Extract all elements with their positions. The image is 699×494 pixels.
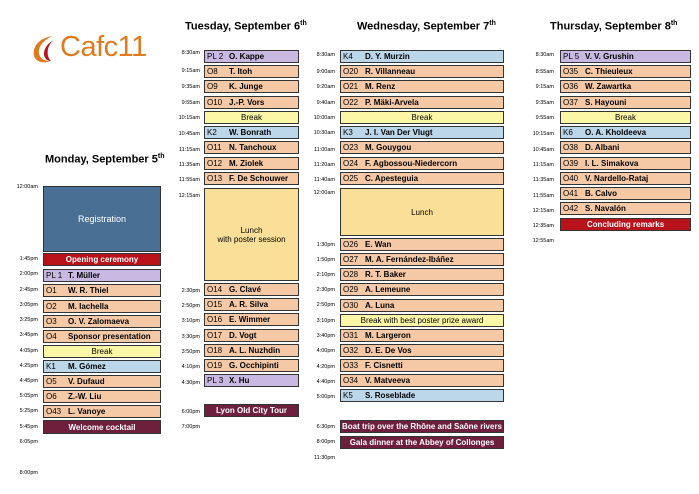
session-code: O24 [343, 159, 359, 168]
monday-session-row [43, 330, 161, 343]
tuesday-session-row [204, 80, 299, 93]
tuesday-session-row [204, 50, 299, 63]
monday-time-label: 3:45pm [19, 332, 38, 338]
session-speaker: P. Mäki-Arvela [365, 98, 419, 107]
tuesday-session-row [204, 298, 299, 311]
wednesday-session-row [340, 299, 504, 312]
session-speaker: M. Renz [365, 82, 396, 91]
session-speaker: R. T. Baker [365, 270, 406, 279]
monday-session-row [43, 405, 161, 418]
session-code: O17 [207, 331, 223, 340]
session-code: O25 [343, 174, 359, 183]
session-code: O4 [46, 332, 57, 341]
tuesday-time-label: 11:15am [179, 147, 200, 153]
tuesday-time-label: 10:15am [178, 115, 200, 121]
monday-session-row [43, 375, 161, 388]
wednesday-session-row [340, 253, 504, 266]
tuesday-time-label: 3:10pm [181, 318, 200, 324]
thursday-time-label: 11:55am [533, 193, 554, 199]
tuesday-time-label: 9:15am [181, 68, 200, 74]
thursday-session-row [560, 157, 691, 170]
thursday-session-row [560, 126, 691, 139]
session-speaker: V. Dufaud [68, 377, 105, 386]
session-speaker: R. Villanneau [365, 67, 416, 76]
session-speaker: F. De Schouwer [229, 174, 289, 183]
tuesday-time-label: 7:00pm [181, 424, 200, 430]
cafc11-logo [30, 30, 160, 70]
session-speaker: S. Hayouni [585, 98, 627, 107]
session-speaker: D. Vogt [229, 331, 257, 340]
opening-ceremony-block: Opening ceremony [43, 253, 161, 266]
tuesday-time-label: 2:30pm [181, 288, 200, 294]
session-code: K5 [343, 391, 353, 400]
session-code: O42 [563, 204, 579, 213]
logo-text: Cafc11 [60, 31, 147, 63]
tuesday-break-block: Break [204, 111, 299, 124]
session-speaker: M. Largeron [365, 331, 411, 340]
session-code: O18 [207, 346, 223, 355]
wednesday-break-block: Break [340, 111, 504, 124]
monday-time-label: 2:00pm [19, 271, 38, 277]
session-code: O40 [563, 174, 579, 183]
wednesday-time-label: 11:40am [314, 177, 335, 183]
session-speaker: Z.-W. Liu [68, 392, 102, 401]
lyon-tour-block: Lyon Old City Tour [204, 404, 299, 417]
tuesday-session-row [204, 141, 299, 154]
wednesday-time-label: 2:50pm [316, 302, 335, 308]
wednesday-session-row [340, 374, 504, 387]
session-speaker: S. Navalón [585, 204, 626, 213]
session-code: O9 [207, 82, 218, 91]
monday-session-row [43, 390, 161, 403]
session-code: O30 [343, 301, 359, 310]
thursday-time-label: 9:35am [535, 100, 554, 106]
tuesday-session-row [204, 329, 299, 342]
poster-prize-break-block: Break with best poster prize award [340, 314, 504, 327]
tuesday-lunch-block: Lunch with poster session [204, 188, 299, 281]
wednesday-lunch-block: Lunch [340, 188, 504, 236]
session-speaker: V. V. Grushin [585, 52, 634, 61]
monday-time-label: 2:45pm [19, 287, 38, 293]
wednesday-time-label: 9:20am [316, 84, 335, 90]
monday-time-label: 3:05pm [19, 302, 38, 308]
session-speaker: N. Tanchoux [229, 143, 277, 152]
thursday-time-label: 11:35am [533, 177, 554, 183]
wednesday-time-label: 6:30pm [316, 424, 335, 430]
wednesday-session-row [340, 96, 504, 109]
session-speaker: I. L. Simakova [585, 159, 639, 168]
session-code: O8 [207, 67, 218, 76]
thursday-time-label: 8:55am [535, 69, 554, 75]
wednesday-session-row [340, 268, 504, 281]
wednesday-time-label: 2:30pm [316, 287, 335, 293]
thursday-session-row [560, 187, 691, 200]
session-code: O38 [563, 143, 579, 152]
concluding-remarks-block: Concluding remarks [560, 218, 691, 231]
session-code: O16 [207, 315, 223, 324]
wednesday-session-row [340, 172, 504, 185]
wednesday-time-label: 2:10pm [316, 272, 335, 278]
monday-session-row [43, 284, 161, 297]
session-code: O3 [46, 317, 57, 326]
tuesday-session-row [204, 313, 299, 326]
session-code: PL 3 [207, 376, 224, 385]
session-code: K3 [343, 128, 353, 137]
wednesday-session-row [340, 283, 504, 296]
wednesday-time-label: 1:50pm [316, 257, 335, 263]
session-speaker: M. Iachella [68, 302, 109, 311]
tuesday-time-label: 6:00pm [181, 409, 200, 415]
session-speaker: L. Vanoye [68, 407, 106, 416]
session-code: O23 [343, 143, 359, 152]
monday-break-block: Break [43, 345, 161, 358]
monday-session-row [43, 269, 161, 282]
session-code: K4 [343, 52, 353, 61]
wednesday-session-row [340, 238, 504, 251]
wednesday-time-label: 9:00am [316, 69, 335, 75]
session-speaker: G. Clavé [229, 285, 262, 294]
logo-swoosh-icon [30, 34, 60, 64]
session-code: O11 [207, 143, 222, 152]
tuesday-time-label: 8:30am [181, 50, 200, 56]
session-code: O37 [563, 98, 579, 107]
session-code: O1 [46, 286, 57, 295]
monday-session-row [43, 300, 161, 313]
session-code: O5 [46, 377, 57, 386]
thursday-session-row [560, 80, 691, 93]
session-speaker: S. Roseblade [365, 391, 416, 400]
monday-time-label: 8:00pm [19, 470, 38, 476]
session-speaker: M. A. Fernández-Ibáñez [365, 255, 454, 264]
day-title-monday: Monday, September 5th [45, 153, 165, 166]
wednesday-session-row [340, 389, 504, 402]
session-code: O2 [46, 302, 57, 311]
session-speaker: M. Gouygou [365, 143, 412, 152]
session-speaker: B. Calvo [585, 189, 618, 198]
session-code: O43 [46, 407, 62, 416]
session-code: O27 [343, 255, 359, 264]
session-code: O36 [563, 82, 579, 91]
session-speaker: J.-P. Vors [229, 98, 265, 107]
thursday-time-label: 12:35am [532, 223, 554, 229]
day-title-tuesday: Tuesday, September 6th [185, 20, 307, 33]
session-speaker: D. Albani [585, 143, 620, 152]
session-speaker: J. I. Van Der Vlugt [365, 128, 433, 137]
session-speaker: A. L. Nuzhdin [229, 346, 281, 355]
session-code: O22 [343, 98, 359, 107]
tuesday-time-label: 11:35am [179, 162, 200, 168]
thursday-session-row [560, 65, 691, 78]
wednesday-time-label: 9:40am [316, 100, 335, 106]
session-code: O33 [343, 361, 359, 370]
wednesday-time-label: 3:40pm [316, 333, 335, 339]
session-speaker: D. Y. Murzin [365, 52, 410, 61]
session-speaker: Sponsor presentation [68, 332, 151, 341]
monday-time-label: 4:25pm [19, 363, 38, 369]
session-speaker: A. Lemeune [365, 285, 411, 294]
wednesday-session-row [340, 157, 504, 170]
session-speaker: W. R. Thiel [68, 286, 109, 295]
tuesday-session-row [204, 126, 299, 139]
tuesday-session-row [204, 359, 299, 372]
session-speaker: A. R. Silva [229, 300, 269, 309]
thursday-time-label: 12:55am [532, 238, 554, 244]
session-speaker: C. Apesteguia [365, 174, 419, 183]
tuesday-time-label: 4:30pm [181, 380, 200, 386]
wednesday-time-label: 11:30pm [314, 455, 335, 461]
wednesday-time-label: 10:00am [313, 115, 335, 121]
monday-session-row [43, 360, 161, 373]
session-code: O13 [207, 174, 223, 183]
monday-time-label: 4:05pm [19, 348, 38, 354]
day-title-wednesday: Wednesday, September 7th [357, 20, 496, 33]
wednesday-time-label: 8:00pm [316, 439, 335, 445]
session-code: K1 [46, 362, 56, 371]
session-code: O14 [207, 285, 223, 294]
thursday-time-label: 9:15am [535, 84, 554, 90]
session-code: O28 [343, 270, 359, 279]
session-speaker: W. Bonrath [229, 128, 272, 137]
thursday-time-label: 11:15am [533, 162, 554, 168]
monday-session-row [43, 315, 161, 328]
wednesday-time-label: 12:00am [313, 190, 335, 196]
tuesday-time-label: 10:45am [178, 131, 200, 137]
thursday-time-label: 10:45am [532, 147, 554, 153]
session-code: O31 [343, 331, 359, 340]
wednesday-session-row [340, 344, 504, 357]
welcome-cocktail-block: Welcome cocktail [43, 420, 161, 434]
tuesday-time-label: 4:10pm [181, 364, 200, 370]
session-code: O12 [207, 159, 223, 168]
wednesday-time-label: 11:20am [314, 162, 335, 168]
session-speaker: K. Junge [229, 82, 263, 91]
session-code: O32 [343, 346, 359, 355]
thursday-session-row [560, 50, 691, 63]
thursday-time-label: 9:55am [535, 115, 554, 121]
session-speaker: E. Wan [365, 240, 392, 249]
session-speaker: W. Zawartka [585, 82, 632, 91]
session-speaker: V. Nardello-Rataj [585, 174, 649, 183]
wednesday-session-row [340, 141, 504, 154]
tuesday-session-row [204, 172, 299, 185]
session-code: O41 [563, 189, 579, 198]
session-code: O19 [207, 361, 223, 370]
session-speaker: G. Occhipinti [229, 361, 279, 370]
tuesday-session-row [204, 157, 299, 170]
wednesday-session-row [340, 359, 504, 372]
wednesday-time-label: 3:10pm [316, 318, 335, 324]
monday-time-label: 5:45pm [19, 424, 38, 430]
wednesday-session-row [340, 126, 504, 139]
session-speaker: O. Kappe [229, 52, 265, 61]
wednesday-time-label: 1:30pm [316, 242, 335, 248]
session-code: O15 [207, 300, 223, 309]
wednesday-time-label: 4:40pm [316, 379, 335, 385]
session-code: PL 2 [207, 52, 224, 61]
session-code: K2 [207, 128, 217, 137]
wednesday-time-label: 4:00pm [316, 348, 335, 354]
wednesday-session-row [340, 80, 504, 93]
session-code: O10 [207, 98, 223, 107]
wednesday-time-label: 4:20pm [316, 364, 335, 370]
session-speaker: C. Thieuleux [585, 67, 633, 76]
session-code: O35 [563, 67, 579, 76]
wednesday-time-label: 11:00am [314, 147, 335, 153]
session-speaker: M. Gómez [68, 362, 106, 371]
thursday-session-row [560, 96, 691, 109]
thursday-time-label: 10:15am [532, 131, 554, 137]
session-speaker: T. Itoh [229, 67, 253, 76]
session-code: K6 [563, 128, 573, 137]
session-code: O29 [343, 285, 359, 294]
monday-time-label: 5:25pm [19, 408, 38, 414]
session-code: O21 [343, 82, 359, 91]
session-code: O20 [343, 67, 359, 76]
session-speaker: A. Luna [365, 301, 395, 310]
monday-time-label: 6:05pm [19, 439, 38, 445]
session-speaker: E. Wimmer [229, 315, 271, 324]
tuesday-session-row [204, 96, 299, 109]
tuesday-time-label: 11:55am [179, 177, 200, 183]
monday-time-label: 3:25pm [19, 317, 38, 323]
monday-time-label: 12:00am [16, 184, 38, 190]
monday-time-label: 1:45pm [19, 256, 38, 262]
session-code: O26 [343, 240, 359, 249]
thursday-break-block: Break [560, 111, 691, 124]
tuesday-session-row [204, 283, 299, 296]
session-code: PL 1 [46, 271, 63, 280]
thursday-session-row [560, 141, 691, 154]
session-speaker: D. E. De Vos [365, 346, 412, 355]
tuesday-time-label: 3:50pm [181, 349, 200, 355]
tuesday-time-label: 12:15am [178, 193, 200, 199]
wednesday-session-row [340, 65, 504, 78]
session-code: O34 [343, 376, 359, 385]
tuesday-time-label: 9:35am [181, 84, 200, 90]
tuesday-time-label: 9:55am [181, 100, 200, 106]
session-speaker: O. A. Kholdeeva [585, 128, 647, 137]
tuesday-session-row [204, 374, 299, 387]
thursday-time-label: 12:15am [532, 208, 554, 214]
session-code: O39 [563, 159, 579, 168]
session-speaker: F. Agbossou-Niedercorn [365, 159, 458, 168]
tuesday-time-label: 3:30pm [181, 334, 200, 340]
thursday-session-row [560, 172, 691, 185]
monday-time-label: 5:05pm [19, 393, 38, 399]
day-title-thursday: Thursday, September 8th [550, 20, 678, 33]
monday-time-label: 4:45pm [19, 378, 38, 384]
session-code: O6 [46, 392, 57, 401]
thursday-session-row [560, 202, 691, 215]
wednesday-time-label: 8:30am [316, 52, 335, 58]
session-speaker: O. V. Zalomaeva [68, 317, 130, 326]
session-speaker: F. Cisnetti [365, 361, 403, 370]
session-code: PL 5 [563, 52, 580, 61]
tuesday-session-row [204, 344, 299, 357]
tuesday-session-row [204, 65, 299, 78]
wednesday-time-label: 5:00pm [316, 394, 335, 400]
tuesday-time-label: 2:50pm [181, 303, 200, 309]
registration-block: Registration [43, 186, 161, 252]
session-speaker: M. Ziolek [229, 159, 264, 168]
session-speaker: V. Matveeva [365, 376, 411, 385]
session-speaker: X. Hu [229, 376, 250, 385]
gala-dinner-block: Gala dinner at the Abbey of Collonges [340, 436, 504, 449]
wednesday-session-row [340, 50, 504, 63]
wednesday-session-row [340, 329, 504, 342]
session-speaker: T. Müller [68, 271, 101, 280]
thursday-time-label: 8:30am [535, 52, 554, 58]
wednesday-time-label: 10:30am [313, 130, 335, 136]
boat-trip-block: Boat trip over the Rhône and Saône rivers [341, 422, 503, 431]
